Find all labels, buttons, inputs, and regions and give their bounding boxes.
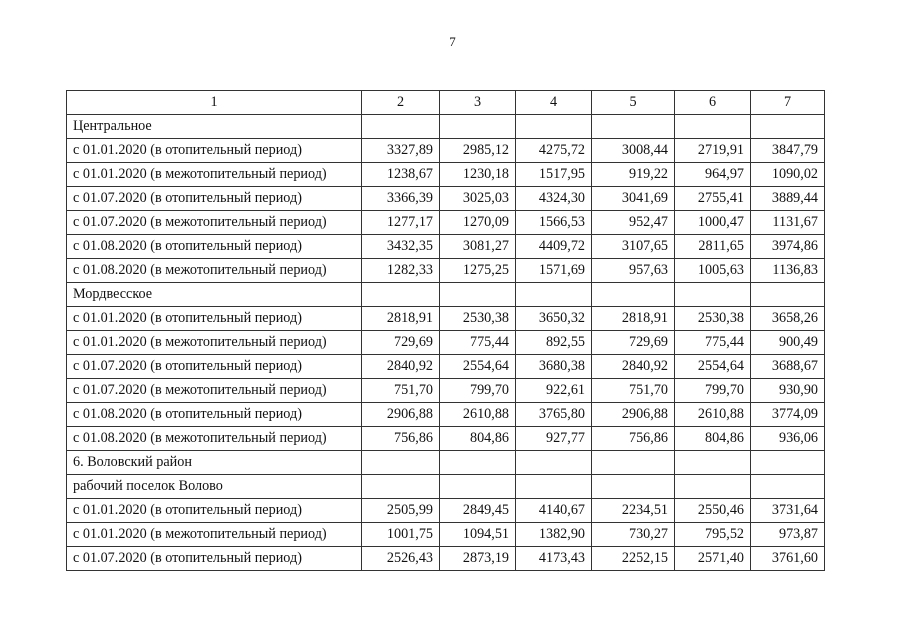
table-cell: 2554,64 xyxy=(440,355,516,379)
table-cell: 1277,17 xyxy=(362,211,440,235)
table-cell: 2234,51 xyxy=(592,499,675,523)
table-cell xyxy=(516,283,592,307)
section-row xyxy=(67,451,825,475)
table-cell: 804,86 xyxy=(675,427,751,451)
table-row xyxy=(67,307,825,331)
table-cell: 4324,30 xyxy=(516,187,592,211)
column-header: 4 xyxy=(516,91,592,115)
table-cell xyxy=(440,451,516,475)
table-row xyxy=(67,379,825,403)
table-cell: 756,86 xyxy=(592,427,675,451)
table-cell xyxy=(362,451,440,475)
table-row xyxy=(67,355,825,379)
table-row xyxy=(67,427,825,451)
table-cell: 2550,46 xyxy=(675,499,751,523)
table-cell: 2840,92 xyxy=(362,355,440,379)
section-label: 6. Воловский район xyxy=(67,451,362,475)
table-cell: 4173,43 xyxy=(516,547,592,571)
table-cell: 3107,65 xyxy=(592,235,675,259)
table-cell: 3974,86 xyxy=(751,235,825,259)
row-label: с 01.01.2020 (в межотопительный период) xyxy=(67,331,362,355)
table-cell: 2755,41 xyxy=(675,187,751,211)
table-cell: 2530,38 xyxy=(440,307,516,331)
table-cell: 2811,65 xyxy=(675,235,751,259)
row-label: с 01.07.2020 (в межотопительный период) xyxy=(67,211,362,235)
table-cell: 3025,03 xyxy=(440,187,516,211)
table-cell xyxy=(675,115,751,139)
table-cell: 964,97 xyxy=(675,163,751,187)
table-cell: 2849,45 xyxy=(440,499,516,523)
table-cell: 2610,88 xyxy=(440,403,516,427)
table-cell: 1282,33 xyxy=(362,259,440,283)
table-cell: 3761,60 xyxy=(751,547,825,571)
row-label: с 01.08.2020 (в отопительный период) xyxy=(67,235,362,259)
row-label: с 01.01.2020 (в отопительный период) xyxy=(67,307,362,331)
table-row xyxy=(67,163,825,187)
section-row xyxy=(67,115,825,139)
table-cell: 1230,18 xyxy=(440,163,516,187)
row-label: с 01.01.2020 (в отопительный период) xyxy=(67,499,362,523)
table-cell: 2610,88 xyxy=(675,403,751,427)
row-label: с 01.08.2020 (в межотопительный период) xyxy=(67,259,362,283)
table-cell: 952,47 xyxy=(592,211,675,235)
table-cell: 1270,09 xyxy=(440,211,516,235)
table-cell: 3847,79 xyxy=(751,139,825,163)
table-cell: 2252,15 xyxy=(592,547,675,571)
table-cell xyxy=(751,475,825,499)
table-cell: 2818,91 xyxy=(362,307,440,331)
table-cell: 2505,99 xyxy=(362,499,440,523)
section-label: Центральное xyxy=(67,115,362,139)
table-cell xyxy=(675,451,751,475)
table-cell xyxy=(675,283,751,307)
table-cell: 3731,64 xyxy=(751,499,825,523)
table-cell xyxy=(362,283,440,307)
section-row xyxy=(67,283,825,307)
tariff-table xyxy=(66,90,825,571)
table-cell: 751,70 xyxy=(362,379,440,403)
table-row xyxy=(67,211,825,235)
table-cell: 3041,69 xyxy=(592,187,675,211)
table-row xyxy=(67,523,825,547)
table-cell: 2526,43 xyxy=(362,547,440,571)
table-cell: 2840,92 xyxy=(592,355,675,379)
table-cell: 2985,12 xyxy=(440,139,516,163)
table-cell xyxy=(516,115,592,139)
row-label: с 01.01.2020 (в межотопительный период) xyxy=(67,163,362,187)
table-cell xyxy=(440,115,516,139)
table-cell: 2719,91 xyxy=(675,139,751,163)
table-cell: 930,90 xyxy=(751,379,825,403)
section-label: Мордвесское xyxy=(67,283,362,307)
table-cell: 2873,19 xyxy=(440,547,516,571)
table-cell: 2554,64 xyxy=(675,355,751,379)
table-cell xyxy=(592,283,675,307)
column-header: 3 xyxy=(440,91,516,115)
row-label: с 01.01.2020 (в межотопительный период) xyxy=(67,523,362,547)
table-cell: 730,27 xyxy=(592,523,675,547)
table-cell: 799,70 xyxy=(440,379,516,403)
table-cell: 1005,63 xyxy=(675,259,751,283)
column-header: 1 xyxy=(67,91,362,115)
table-cell xyxy=(440,283,516,307)
table-cell: 892,55 xyxy=(516,331,592,355)
section-label: рабочий поселок Волово xyxy=(67,475,362,499)
table-cell: 1571,69 xyxy=(516,259,592,283)
table-row xyxy=(67,499,825,523)
table-cell: 3366,39 xyxy=(362,187,440,211)
table-cell: 3688,67 xyxy=(751,355,825,379)
table-cell: 1238,67 xyxy=(362,163,440,187)
table-cell: 3081,27 xyxy=(440,235,516,259)
table-cell: 775,44 xyxy=(675,331,751,355)
table-cell: 927,77 xyxy=(516,427,592,451)
table-cell: 729,69 xyxy=(362,331,440,355)
table-body xyxy=(67,115,825,571)
table-cell: 1275,25 xyxy=(440,259,516,283)
table-cell: 4140,67 xyxy=(516,499,592,523)
table-cell: 1382,90 xyxy=(516,523,592,547)
table-cell: 919,22 xyxy=(592,163,675,187)
column-header: 6 xyxy=(675,91,751,115)
table-cell: 775,44 xyxy=(440,331,516,355)
table-cell: 3008,44 xyxy=(592,139,675,163)
column-header: 7 xyxy=(751,91,825,115)
table-cell: 2571,40 xyxy=(675,547,751,571)
page-number: 7 xyxy=(449,34,456,49)
table-cell xyxy=(362,475,440,499)
column-header: 2 xyxy=(362,91,440,115)
table-cell: 3327,89 xyxy=(362,139,440,163)
table-cell: 3432,35 xyxy=(362,235,440,259)
table-cell xyxy=(675,475,751,499)
table-row xyxy=(67,235,825,259)
row-label: с 01.01.2020 (в отопительный период) xyxy=(67,139,362,163)
column-header: 5 xyxy=(592,91,675,115)
table-cell: 973,87 xyxy=(751,523,825,547)
table-cell: 756,86 xyxy=(362,427,440,451)
row-label: с 01.07.2020 (в межотопительный период) xyxy=(67,379,362,403)
table-row xyxy=(67,259,825,283)
table-cell: 4409,72 xyxy=(516,235,592,259)
row-label: с 01.07.2020 (в отопительный период) xyxy=(67,355,362,379)
table-cell xyxy=(440,475,516,499)
table-cell: 936,06 xyxy=(751,427,825,451)
row-label: с 01.07.2020 (в отопительный период) xyxy=(67,547,362,571)
table-cell: 3774,09 xyxy=(751,403,825,427)
table-cell xyxy=(751,451,825,475)
table-cell: 795,52 xyxy=(675,523,751,547)
table-row xyxy=(67,331,825,355)
table-cell: 3680,38 xyxy=(516,355,592,379)
table-cell: 2530,38 xyxy=(675,307,751,331)
table-cell: 1094,51 xyxy=(440,523,516,547)
table-cell: 3658,26 xyxy=(751,307,825,331)
table-cell: 1131,67 xyxy=(751,211,825,235)
table-cell: 900,49 xyxy=(751,331,825,355)
table-row xyxy=(67,547,825,571)
table-cell xyxy=(751,283,825,307)
table-cell xyxy=(516,451,592,475)
table-cell xyxy=(516,475,592,499)
table-cell xyxy=(592,475,675,499)
table-cell xyxy=(592,451,675,475)
table-cell: 2906,88 xyxy=(592,403,675,427)
table-cell: 1000,47 xyxy=(675,211,751,235)
table-row xyxy=(67,403,825,427)
table-cell: 2818,91 xyxy=(592,307,675,331)
row-label: с 01.07.2020 (в отопительный период) xyxy=(67,187,362,211)
table-cell: 804,86 xyxy=(440,427,516,451)
table-cell: 3765,80 xyxy=(516,403,592,427)
table-cell: 751,70 xyxy=(592,379,675,403)
row-label: с 01.08.2020 (в межотопительный период) xyxy=(67,427,362,451)
table-cell: 1090,02 xyxy=(751,163,825,187)
table-cell: 4275,72 xyxy=(516,139,592,163)
section-row xyxy=(67,475,825,499)
table-cell: 3650,32 xyxy=(516,307,592,331)
table-cell xyxy=(362,115,440,139)
table-cell xyxy=(592,115,675,139)
row-label: с 01.08.2020 (в отопительный период) xyxy=(67,403,362,427)
table-header-row xyxy=(67,91,825,115)
table-cell: 1001,75 xyxy=(362,523,440,547)
table-cell: 922,61 xyxy=(516,379,592,403)
table-cell: 799,70 xyxy=(675,379,751,403)
table-cell: 1517,95 xyxy=(516,163,592,187)
table-cell: 729,69 xyxy=(592,331,675,355)
table-row xyxy=(67,187,825,211)
table-cell: 957,63 xyxy=(592,259,675,283)
table-row xyxy=(67,139,825,163)
table-cell: 1566,53 xyxy=(516,211,592,235)
table-cell: 2906,88 xyxy=(362,403,440,427)
table-cell: 3889,44 xyxy=(751,187,825,211)
table-cell xyxy=(751,115,825,139)
table-cell: 1136,83 xyxy=(751,259,825,283)
